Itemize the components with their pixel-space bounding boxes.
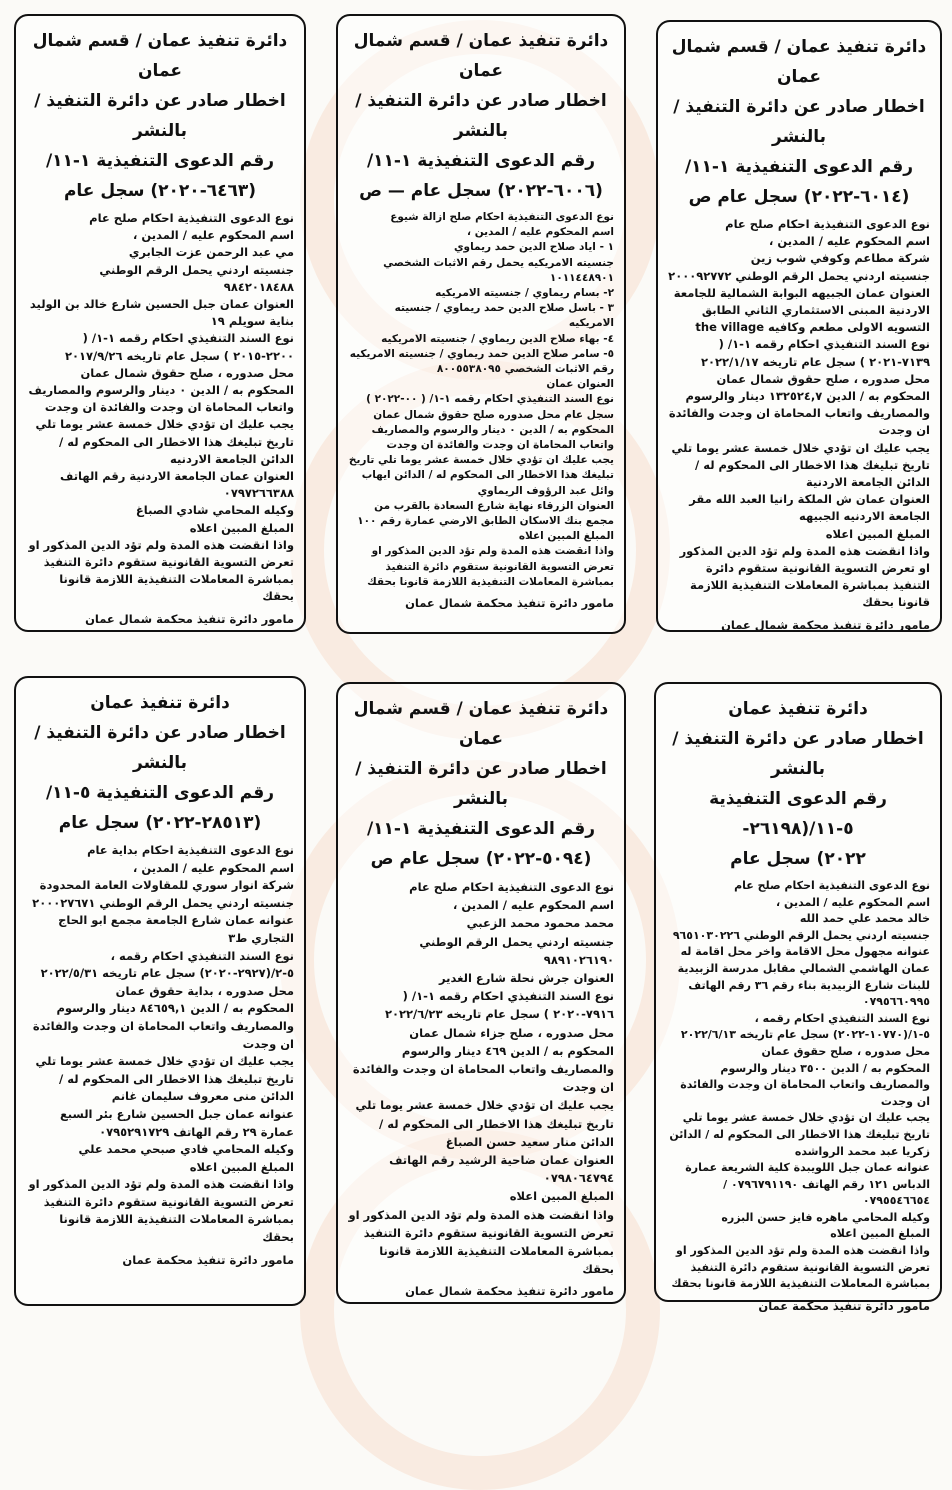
- notice-header: [26, 26, 294, 206]
- body-line: العنوان عمان: [546, 378, 614, 391]
- body-line: محل صدوره ، صلح حقوق شمال عمان: [80, 365, 294, 380]
- body-line: نوع السند التنفيذي احكام رقمه ، ٥-٢/(٢٩٢٧-٢٠٢٠) سجل عام تاريخه ٢٠٢٢/٥/٣١: [40, 948, 294, 981]
- header-line: (٥٠٩٤-٢٠٢٢) سجل عام ص: [370, 849, 592, 869]
- notice-header: [666, 694, 930, 874]
- body-line: المحكوم به / الدين ٨٤٦٥٩,١ دينار والرسوم والمصاريف واتعاب المحاماة ان وجدت والفائدة ان وجدت: [32, 1001, 294, 1051]
- header-line: اخطار صادر عن دائرة التنفيذ / بالنشر: [673, 97, 925, 147]
- body-line: ١ - اياد صلاح الدين حمد ريماوي: [453, 241, 614, 254]
- body-line: محل صدوره ، صلح جزاء شمال عمان: [409, 1025, 614, 1040]
- header-line: اخطار صادر عن دائرة التنفيذ / بالنشر: [672, 729, 924, 779]
- notice-footer: مامور دائرة تنفيذ محكمة شمال عمان: [405, 596, 614, 611]
- body-line: واذا انقضت هذه المدة ولم تؤد الدين المذكور او تعرض التسوية القانونية ستقوم دائرة التنفيذ بمباشرة المعاملات التنفيذية اللازمة قانونا بحقك: [367, 545, 614, 588]
- body-line: اسم المحكوم عليه / المدين ،: [453, 898, 614, 913]
- notice-header: [348, 26, 614, 206]
- body-line: المبلغ المبين اعلاه: [830, 1227, 930, 1241]
- body-line: المبلغ المبين اعلاه: [825, 526, 930, 541]
- body-line: يجب عليك ان تؤدي خلال خمسة عشر يوما تلي تاريخ تبليغك هذا الاخطار الى المحكوم له / الدائن الجامعة الاردنية: [671, 440, 930, 490]
- body-line: نوع السند التنفيذي احكام رقمه ١-١/ ( ٧٩١٦-٢٠٢٠ ) سجل عام تاريخه ٢٠٢٢/٦/٢٣: [384, 989, 614, 1022]
- header-line: اخطار صادر عن دائرة التنفيذ / بالنشر: [34, 91, 286, 141]
- body-line: يجب عليك ان تؤدي خلال خمسة عشر يوما تلي تاريخ تبليغك هذا الاخطار الى المحكوم له / الدائن زكريا عبد محمد الرواشده: [669, 1111, 930, 1158]
- body-line: نوع السند التنفيذي احكام رقمه ١-١/ ( ٢٢٠٠-٢٠١٥ ) سجل عام تاريخه ٢٠١٧/٩/٢٦: [64, 331, 294, 363]
- body-line: نوع الدعوى التنفيذية احكام صلح عام: [89, 211, 294, 225]
- notice-footer: مامور دائرة تنفيذ محكمة شمال عمان: [721, 617, 930, 632]
- header-line: دائرة تنفيذ عمان / قسم شمال عمان: [32, 31, 288, 81]
- body-line: عنوانه عمان جبل اللويبدة كلية الشريعة عمارة الدباس ١٢١ رقم الهاتف ٠٧٩٦٧٩١١٩٠ / ٠٧٩٥٥٤٦٦٥٤: [685, 1161, 930, 1208]
- body-line: المحكوم به / الدين ٤٦٩ دينار والرسوم والمصاريف واتعاب المحاماة ان وجدت والفائدة ان وجدت: [352, 1043, 614, 1095]
- notice-2: [336, 14, 626, 634]
- notice-body: [26, 842, 294, 1247]
- body-line: العنوان عمان ش الملكة رانيا العبد الله مقر الجامعة الاردنيه الجبيهه: [689, 492, 930, 524]
- header-line: رقم الدعوى التنفيذية ٥-١١/(٢٦١٩٨-: [709, 789, 887, 839]
- header-line: اخطار صادر عن دائرة التنفيذ / بالنشر: [355, 91, 607, 141]
- notice-3: [14, 14, 306, 632]
- body-line: العنوان عمان الجامعة الاردنية رقم الهاتف ٠٧٩٧٢٦٦٣٨٨: [60, 469, 294, 501]
- body-line: جنسيته اردني يحمل الرقم الوطني ٢٠٠٠٢٧٦٧١: [32, 895, 294, 910]
- header-line: اخطار صادر عن دائرة التنفيذ / بالنشر: [34, 723, 286, 773]
- body-line: نوع السند التنفيذي احكام رقمه ١-١/ ( ٠٠-٢٠٢٢ ) سجل عام محل صدوره صلح حقوق شمال عمان: [366, 393, 614, 421]
- body-line: اسم المحكوم عليه / المدين ،: [467, 226, 614, 239]
- body-line: محل صدوره ، صلح حقوق عمان: [761, 1044, 930, 1058]
- body-line: يجب عليك ان تؤدي خلال خمسة عشر يوما تلي تاريخ تبليغك هذا الاخطار الى المحكوم له / الدائن الجامعة الاردنيه: [35, 417, 294, 466]
- notice-body: [26, 210, 294, 606]
- notice-header: [348, 694, 614, 874]
- body-line: جنسيته اردني يحمل الرقم الوطني ٩٦٥١٠٣٠٢٢٦ عنوانه مجهول محل الاقامة واخر محل اقامة له عمان الهاشمي الشمالي مقابل مدرسة الزبيدية للبنات شارع الزبيدية بناء رقم ٣٦ رقم الهاتف ٠٧٩٥٦٦٠٩٩٥: [672, 928, 930, 1009]
- body-line: اسم المحكوم عليه / المدين ،: [776, 895, 930, 909]
- notice-footer: مامور دائرة تنفيذ محكمة عمان: [758, 1298, 930, 1313]
- body-line: العنوان عمان الجبيهه البوابة الشمالية للجامعة الاردنية المبنى الاستثماري الثاني الطابق التسويه الاولى مطعم وكافيه the village: [673, 285, 930, 335]
- notice-footer: مامور دائرة تنفيذ محكمة شمال عمان: [85, 611, 294, 626]
- body-line: يجب عليك ان تؤدي خلال خمسة عشر يوما تلي تاريخ تبليغك هذا الاخطار الى المحكوم له / الدائن ايهاب وائل عبد الرؤوف الريماوي: [348, 454, 614, 497]
- body-line: ٢- بسام ريماوي / جنسيته الامريكيه: [435, 287, 614, 300]
- header-line: (٢٨٥١٣-٢٠٢٢) سجل عام: [58, 813, 262, 833]
- notice-body: [348, 878, 614, 1278]
- body-line: عنوانه عمان شارع الجامعة مجمع ابو الحاج التجاري ط٣: [58, 913, 294, 945]
- header-line: اخطار صادر عن دائرة التنفيذ / بالنشر: [355, 759, 607, 809]
- body-line: ٤- بهاء صلاح الدين ريماوي / جنسيته الامريكيه: [381, 332, 614, 345]
- body-line: نوع الدعوى التنفيذية احكام صلح عام: [409, 880, 614, 894]
- notice-footer: مامور دائرة تنفيذ محكمة شمال عمان: [405, 1284, 614, 1299]
- notice-6: [14, 676, 306, 1306]
- body-line: واذا انقضت هذه المدة ولم تؤد الدين المذكور او تعرض التسوية القانونية ستقوم دائرة التنفيذ بمباشرة المعاملات التنفيذية اللازمة قانونا بحقك: [28, 1177, 294, 1245]
- header-line: رقم الدعوى التنفيذية ١-١١/: [366, 151, 596, 171]
- body-line: شركة انوار سوري للمقاولات العامة المحدودة: [39, 878, 294, 893]
- body-line: المحكوم به / الدين ٠ دينار والرسوم والمصاريف واتعاب المحاماة ان وجدت والفائدة ان وجدت: [371, 423, 614, 452]
- body-line: شركة مطاعم وكوفي شوب زين: [750, 251, 930, 266]
- body-line: اسم المحكوم عليه / المدين ،: [133, 228, 294, 243]
- body-line: محل صدوره ، صلح حقوق شمال عمان: [716, 371, 930, 386]
- body-line: نوع السند التنفيذي احكام رقمه ، ٥-١/(١٠٧٧٠-٢٠٢٢) سجل عام تاريخه ٢٠٢٢/٦/١٣: [680, 1011, 930, 1042]
- body-line: اسم المحكوم عليه / المدين ،: [769, 234, 930, 249]
- body-line: وكيله المحامي ماهره فايز حسن البزره: [721, 1210, 930, 1224]
- body-line: نوع السند التنفيذي احكام رقمه ١-١/ ( ٧١٣٩-٢٠٢١ ) سجل عام تاريخه ٢٠٢٢/١/١٧: [700, 337, 930, 369]
- body-line: ٥- سامر صلاح الدين حمد ريماوي / جنسيته الامريكيه رقم الاثبات الشخصي ٨٠٠٥٥٣٨٠٩٥: [349, 347, 614, 376]
- notice-1: [656, 20, 942, 632]
- body-line: نوع الدعوى التنفيذية احكام صلح ازالة شيوع: [390, 211, 614, 223]
- body-line: واذا انقضت هذه المدة ولم تؤد الدين المذكور او تعرض التسوية القانونية ستقوم دائرة التنفيذ بمباشرة المعاملات التنفيذية اللازمة قانونا بحقك: [671, 1244, 930, 1291]
- header-line: ٢٠٢٢) سجل عام: [730, 849, 866, 869]
- header-line: دائرة تنفيذ عمان: [90, 693, 230, 713]
- body-line: جنسيته اردني يحمل الرقم الوطني ٩٨٤٢٠١٨٤٨٨: [99, 262, 294, 294]
- header-line: (٦٠١٤-٢٠٢٢) سجل عام ص: [688, 187, 910, 207]
- notice-5: [336, 682, 626, 1304]
- body-line: نوع الدعوى التنفيذية احكام صلح عام: [725, 217, 930, 231]
- header-line: دائرة تنفيذ عمان: [728, 699, 868, 719]
- header-line: دائرة تنفيذ عمان / قسم شمال عمان: [353, 31, 609, 81]
- body-line: محل صدوره ، بداية حقوق عمان: [115, 983, 294, 998]
- header-line: دائرة تنفيذ عمان / قسم شمال عمان: [671, 37, 927, 87]
- body-line: جنسيته الامريكيه يحمل رقم الاثبات الشخصي ١٠١١٤٤٨٩٠١: [383, 256, 614, 284]
- header-line: (٦٠٠٦-٢٠٢٢) سجل عام — ص: [359, 181, 603, 201]
- header-line: (٦٤٦٣-٢٠٢٠) سجل عام: [63, 181, 257, 201]
- header-line: رقم الدعوى التنفيذية ٥-١١/: [45, 783, 275, 803]
- body-line: اسم المحكوم عليه / المدين ،: [133, 860, 294, 875]
- body-line: العنوان عمان جبل الحسين شارع خالد بن الوليد بناية سويلم ١٩: [29, 297, 294, 329]
- body-line: المبلغ المبين اعلاه: [189, 1159, 294, 1174]
- body-line: وكيله المحامي شادي الصباغ: [135, 503, 294, 518]
- notice-body: [348, 210, 614, 590]
- body-line: المبلغ المبين اعلاه: [518, 530, 614, 543]
- body-line: يجب عليك ان تؤدي خلال خمسة عشر يوما تلي تاريخ تبليغك هذا الاخطار الى المحكوم له / الدائن منار سعيد حسن الصباغ: [355, 1098, 614, 1149]
- header-line: رقم الدعوى التنفيذية ١-١١/: [366, 819, 596, 839]
- body-line: العنوان الزرقاء نهاية شارع السعادة بالقرب من مجمع بنك الاسكان الطابق الارضي عمارة رقم ١٠٠: [357, 499, 614, 528]
- body-line: المحكوم به / الدين ١٣٢٥٢٤,٧ دينار والرسوم والمصاريف واتعاب المحاماة ان وجدت والفائدة ان وجدت: [668, 389, 930, 438]
- body-line: نوع الدعوى التنفيذية احكام بداية عام: [87, 843, 294, 857]
- body-line: يجب عليك ان تؤدي خلال خمسة عشر يوما تلي تاريخ تبليغك هذا الاخطار الى المحكوم له / الدائن منى معروف سليمان غانم: [35, 1054, 294, 1104]
- body-line: وكيله المحامي فادي صبحي محمد علي: [78, 1142, 294, 1157]
- notice-header: [26, 688, 294, 838]
- body-line: المبلغ المبين اعلاه: [189, 520, 294, 535]
- body-line: واذا انقضت هذه المدة ولم تؤد الدين المذكور او تعرض التسوية القانونية ستقوم دائرة التنفيذ بمباشرة المعاملات التنفيذية اللازمة قانونا بحقك: [28, 537, 294, 604]
- body-line: جنسيته اردني يحمل الرقم الوطني ٢٠٠٠٩٢٧٧٢: [668, 268, 930, 283]
- header-line: دائرة تنفيذ عمان / قسم شمال عمان: [353, 699, 609, 749]
- body-line: العنوان جرش نحلة شارع الغدير: [439, 971, 614, 986]
- notice-header: [668, 32, 930, 212]
- body-line: العنوان عمان ضاحية الرشيد رقم الهاتف ٠٧٩٨٠٦٤٧٩٤: [389, 1153, 614, 1186]
- body-line: المحكوم به / الدين ٣٥٠٠ دينار والرسوم والمصاريف واتعاب المحاماة ان وجدت والفائدة ان وجدت: [680, 1061, 930, 1108]
- body-line: نوع الدعوى التنفيذية احكام صلح عام: [734, 879, 930, 892]
- header-line: رقم الدعوى التنفيذية ١-١١/: [45, 151, 275, 171]
- body-line: المبلغ المبين اعلاه: [509, 1189, 614, 1204]
- body-line: واذا انقضت هذه المدة ولم تؤد الدين المذكور او تعرض التسوية القانونية ستقوم دائرة التنفيذ بمباشرة المعاملات التنفيذية اللازمة قانونا بحقك: [348, 1207, 614, 1277]
- body-line: المحكوم به / الدين ٠ دينار والرسوم والمصاريف واتعاب المحاماة ان وجدت والفائدة ان وجدت: [28, 383, 294, 415]
- header-line: رقم الدعوى التنفيذية ١-١١/: [684, 157, 914, 177]
- body-line: واذا انقضت هذه المدة ولم تؤد الدين المذكور او تعرض التسوية القانونية ستقوم دائرة التنفيذ بمباشرة المعاملات التنفيذية اللازمة قانونا بحقك: [679, 543, 930, 610]
- notice-body: [668, 216, 930, 612]
- notice-body: [666, 878, 930, 1293]
- body-line: ٣ - باسل صلاح الدين حمد ريماوي / جنسيته الامريكيه: [394, 302, 614, 330]
- body-line: جنسيته اردني يحمل الرقم الوطني ٩٨٩١٠٢٦١٩٠: [419, 934, 614, 967]
- body-line: مي عبد الرحمن عزت الجابري: [128, 245, 294, 260]
- notice-4: [654, 682, 942, 1313]
- body-line: عنوانه عمان جبل الحسين شارع بئر السبع عمارة ٢٩ رقم الهاتف ٠٧٩٥٢٩١٧٢٩: [59, 1106, 294, 1139]
- body-line: محمد محمود محمد الزعبي: [466, 916, 614, 931]
- notice-footer: مامور دائرة تنفيذ محكمة عمان: [122, 1252, 294, 1267]
- body-line: خالد محمد علي حمد الله: [799, 912, 930, 926]
